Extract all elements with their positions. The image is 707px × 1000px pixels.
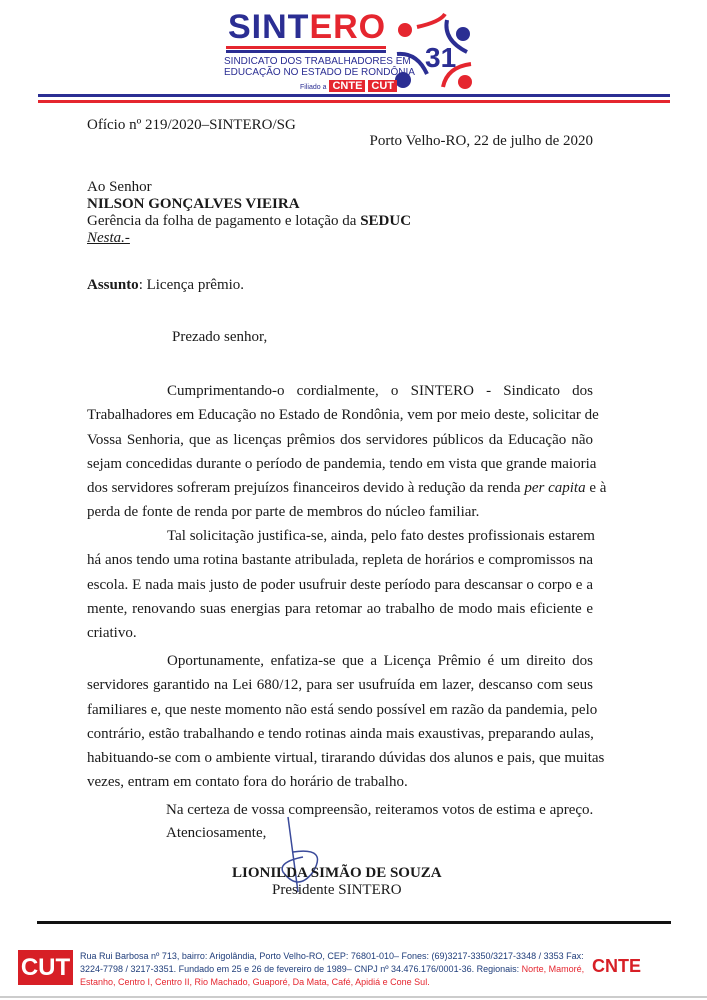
paragraph-line: há anos tendo uma rotina bastante atribulada, repleta de horários e compromissos na [87, 552, 593, 569]
paragraph-line: habituando-se com o ambiente virtual, tirarando dúvidas dos alunos e pais, que muitas [87, 750, 605, 767]
paragraph-line: perda de fonte de renda por parte de membros do núcleo familiar. [87, 504, 480, 521]
anniversary-number: 31 [425, 42, 457, 73]
paragraph-line: mente, renovando suas energias para retomar ao trabalho de modo mais eficiente e [87, 600, 593, 617]
union-name-line1: SINDICATO DOS TRABALHADORES EM [224, 56, 411, 67]
affiliated-label: Filiado a [300, 84, 327, 91]
sintero-logo [228, 10, 386, 44]
footer-divider [37, 921, 671, 924]
body-paragraph-1 [87, 379, 607, 525]
body-paragraph-3 [87, 649, 605, 795]
paragraph-line: Oportunamente, enfatiza-se que a Licença Prêmio é um direito dos [167, 653, 593, 669]
body-paragraph-2 [87, 524, 593, 645]
paragraph-line: servidores garantido na Lei 680/12, para ser usufruída em lazer, descanso com seus [87, 677, 593, 694]
footer-address [80, 950, 585, 989]
regionals-highlight: Norte, Mamoré, [521, 964, 585, 974]
address-text: Rua Rui Barbosa nº 713, bairro: Arigolândia, Porto Velho-RO, CEP: 76801-010– Fones: (69)3217-3350/3217-3348 / 3353 Fax: 3224-7798 / 3217-3351. Fundado em 25 e 26 de fevereiro de 1989– CNPJ nº 34.476.176/0001-36. Regionais: [80, 951, 584, 974]
paragraph-line: familiares e, que neste momento não está sendo possível em razão da pandemia, pelo [87, 701, 598, 718]
greeting: Prezado senhor, [172, 329, 268, 345]
logo-text-red: ERO [309, 8, 387, 46]
paragraph-line: criativo. [87, 625, 137, 642]
regionals-list: Estanho, Centro I, Centro II, Rio Machado, Guaporé, Da Mata, Café, Apidiá e Cone Sul. [80, 977, 430, 987]
paragraph-line: contrário, estão trabalhando e tendo rotinas ainda mais exaustivas, preparando aulas, [87, 725, 594, 742]
cnte-badge: CNTE [329, 80, 365, 92]
signer-name: LIONILDA SIMÃO DE SOUZA [232, 865, 442, 881]
place-date: Porto Velho-RO, 22 de julho de 2020 [369, 133, 593, 149]
logo-blue-bar [226, 50, 386, 53]
recipient-name: NILSON GONÇALVES VIEIRA [87, 196, 300, 212]
closing: Atenciosamente, [166, 825, 267, 841]
union-full-name [224, 56, 415, 78]
paragraph-line: escola. E nada mais justo de poder usufruir deste período para descansar o corpo e a [87, 576, 593, 593]
logo-text-blue: SINT [228, 8, 310, 46]
letter-reference: Ofício nº 219/2020–SINTERO/SG [87, 117, 296, 133]
paragraph-line: sejam concedidas durante o período de pandemia, tendo em vista que grande maioria [87, 455, 597, 472]
anniversary-emblem-icon [385, 12, 480, 94]
signer-title: Presidente SINTERO [272, 882, 402, 898]
recipient-salutation: Ao Senhor [87, 179, 152, 195]
affiliation [300, 80, 397, 92]
subject-text: : Licença prêmio. [138, 277, 245, 293]
recipient-department [87, 213, 411, 230]
paragraph-line: vezes, entram em contato fora do horário de trabalho. [87, 774, 408, 791]
cut-badge: CUT [368, 80, 397, 92]
paragraph-line: dos servidores sofreram prejuízos financeiros devido à redução da renda per capita e à [87, 480, 607, 497]
subject-line [87, 277, 244, 294]
paragraph-line: Trabalhadores em Educação no Estado de Rondônia, vem por meio deste, solicitar de [87, 407, 599, 424]
paragraph-line: Tal solicitação justifica-se, ainda, pelo fato destes profissionais estarem [167, 528, 595, 544]
subject-label: Assunto [87, 277, 139, 293]
department-org: SEDUC [360, 213, 412, 229]
closing-sentence: Na certeza de vossa compreensão, reiteramos votos de estima e apreço. [166, 802, 594, 818]
cnte-logo: CNTE [592, 956, 641, 976]
header-stripe-red [38, 100, 670, 103]
union-name-line2: EDUCAÇÃO NO ESTADO DE RONDÔNIA [224, 67, 415, 78]
logo-red-bar [226, 46, 386, 49]
cut-logo: CUT [18, 950, 73, 985]
paragraph-line: Vossa Senhoria, que as licenças prêmios dos servidores públicos da Educação não [87, 431, 593, 448]
nesta-label: Nesta.- [87, 230, 130, 246]
page-edge [0, 996, 707, 998]
header-stripe-blue [38, 94, 670, 97]
paragraph-line: Cumprimentando-o cordialmente, o SINTERO - Sindicato dos [167, 383, 593, 399]
department-text: Gerência da folha de pagamento e lotação da [87, 213, 361, 229]
